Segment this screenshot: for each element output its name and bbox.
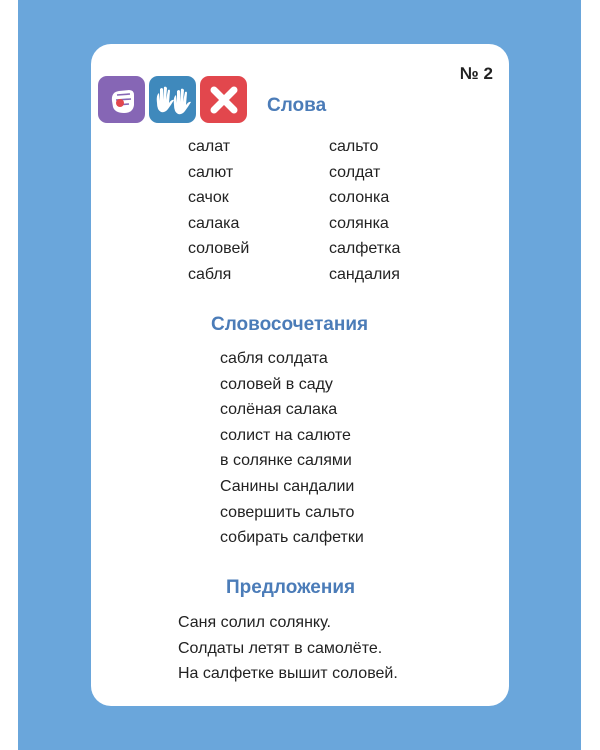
word-item: соловей — [188, 240, 250, 257]
sentence-item: Саня солил солянку. — [178, 614, 331, 631]
card-number: № 2 — [459, 64, 493, 83]
word-item: сандалия — [329, 265, 400, 283]
sentence-item: На салфетке вышит соловей. — [178, 665, 398, 682]
word-item: салфетка — [329, 240, 401, 257]
fist-icon — [98, 76, 145, 123]
word-item: салат — [188, 138, 231, 155]
phrase-item: соловей в саду — [220, 375, 333, 393]
word-item: сальто — [329, 138, 379, 155]
sentence-item: Солдаты летят в самолёте. — [178, 639, 383, 657]
two-hands-icon — [149, 76, 196, 123]
sentences-list — [178, 610, 398, 687]
phrase-item: солёная салака — [220, 401, 338, 419]
word-item: солонка — [329, 189, 390, 206]
phrase-item: солист на салюте — [220, 426, 351, 444]
words-right-column — [329, 134, 400, 287]
word-item: салака — [188, 214, 240, 232]
word-item: солдат — [329, 163, 381, 181]
words-title: Слова — [267, 95, 327, 116]
phrase-item: сабля солдата — [220, 350, 328, 367]
phrase-item: собирать салфетки — [220, 529, 364, 547]
cross-icon — [200, 76, 247, 123]
phrases-title: Словосочетания — [211, 314, 369, 335]
sentences-title: Предложения — [226, 577, 356, 598]
phrases-list — [220, 346, 364, 551]
word-item: сачок — [188, 189, 229, 206]
phrase-item: в солянке салями — [220, 452, 352, 470]
phrase-item: совершить сальто — [220, 503, 355, 521]
words-left-column — [188, 134, 249, 287]
word-item: сабля — [188, 265, 232, 283]
icon-row — [98, 76, 247, 123]
word-item: солянка — [329, 214, 389, 232]
exercise-card — [91, 44, 509, 706]
word-item: салют — [188, 163, 234, 181]
phrase-item: Санины сандалии — [220, 477, 355, 495]
